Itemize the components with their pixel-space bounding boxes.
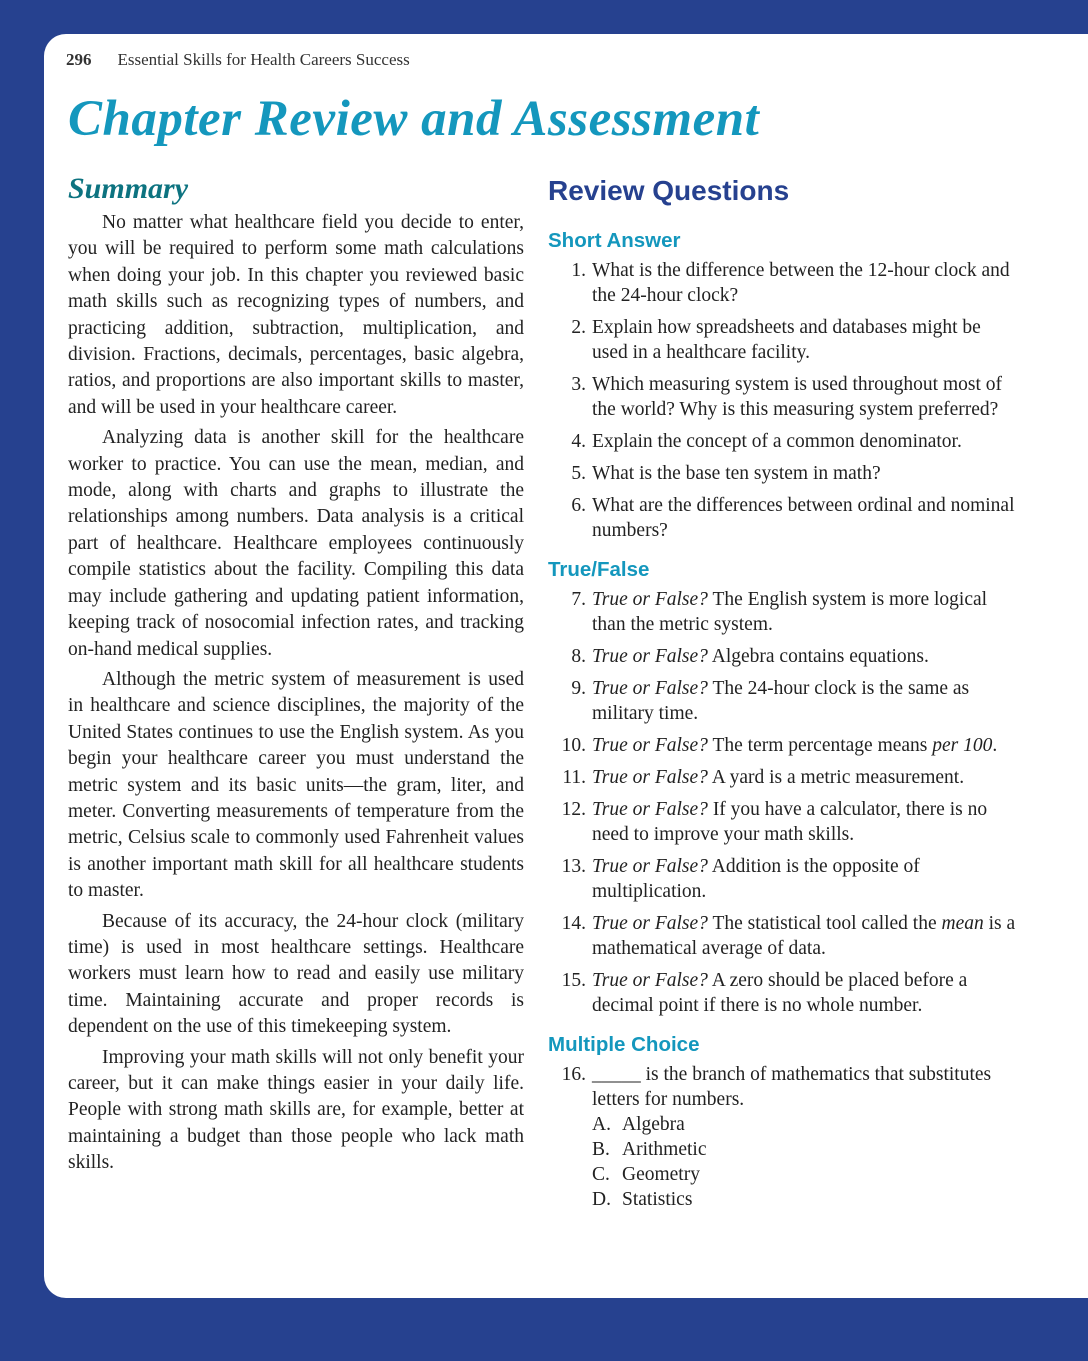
question-item xyxy=(548,372,1018,422)
question-text: True or False? A yard is a metric measurement. xyxy=(592,767,965,788)
review-column xyxy=(548,174,1018,1226)
question-item xyxy=(548,1062,1018,1112)
true-false-heading: True/False xyxy=(548,558,650,581)
question-number: 6. xyxy=(571,495,586,516)
question-number: 2. xyxy=(571,317,586,338)
question-number: 12. xyxy=(561,799,586,820)
question-item xyxy=(548,797,1018,847)
question-text: What are the differences between ordinal and nominal numbers? xyxy=(592,495,1015,541)
short-answer-section xyxy=(548,228,1018,543)
question-item xyxy=(548,258,1018,308)
true-false-prefix: True or False? xyxy=(592,767,708,788)
question-item xyxy=(548,854,1018,904)
review-heading: Review Questions xyxy=(548,175,790,206)
book-title: Essential Skills for Health Careers Success xyxy=(117,50,410,69)
summary-heading: Summary xyxy=(68,172,189,205)
answer-option xyxy=(592,1162,1018,1187)
true-false-prefix: True or False? xyxy=(592,678,708,699)
question-number: 8. xyxy=(571,646,586,667)
true-false-prefix: True or False? xyxy=(592,646,708,667)
question-text: What is the base ten system in math? xyxy=(592,463,881,484)
question-text: True or False? If you have a calculator, there is no need to improve your math skills. xyxy=(592,799,988,845)
true-false-list xyxy=(548,587,1018,1018)
question-text: True or False? The 24-hour clock is the same as military time. xyxy=(592,678,970,724)
short-answer-heading: Short Answer xyxy=(548,229,681,252)
true-false-prefix: True or False? xyxy=(592,799,708,820)
question-number: 15. xyxy=(561,970,586,991)
question-number: 13. xyxy=(561,856,586,877)
multiple-choice-section xyxy=(548,1032,1018,1212)
option-text: Geometry xyxy=(622,1164,700,1185)
question-text: _____ is the branch of mathematics that substitutes letters for numbers. xyxy=(592,1064,992,1110)
summary-paragraph: Because of its accuracy, the 24-hour clock (military time) is used in most healthcare settings. Healthcare workers must learn how to read and easily use military time. Maintaining accurate and proper records is dependent on the use of this timekeeping system. xyxy=(68,910,524,1038)
chapter-title: Chapter Review and Assessment xyxy=(68,91,760,147)
true-false-prefix: True or False? xyxy=(592,913,708,934)
emphasis-term: per 100 xyxy=(932,735,993,756)
question-number: 3. xyxy=(571,374,586,395)
question-number: 11. xyxy=(562,767,586,788)
question-number: 9. xyxy=(571,678,586,699)
page xyxy=(44,34,1088,1298)
short-answer-list xyxy=(548,258,1018,543)
question-item xyxy=(548,315,1018,365)
question-number: 1. xyxy=(571,260,586,281)
running-header xyxy=(66,50,410,70)
question-item xyxy=(548,461,1018,486)
option-letter: C. xyxy=(592,1164,610,1185)
true-false-prefix: True or False? xyxy=(592,589,708,610)
summary-paragraph: Improving your math skills will not only benefit your career, but it can make things easier in your daily life. People with strong math skills are, for example, better at maintaining a budget than those people who lack math skills. xyxy=(68,1046,524,1174)
question-item xyxy=(548,968,1018,1018)
question-item xyxy=(548,676,1018,726)
question-item xyxy=(548,644,1018,669)
true-false-prefix: True or False? xyxy=(592,856,708,877)
question-text: True or False? The term percentage means per 100. xyxy=(592,735,998,756)
question-text: True or False? Algebra contains equations. xyxy=(592,646,929,667)
page-number: 296 xyxy=(66,50,92,69)
summary-paragraph: No matter what healthcare field you decide to enter, you will be required to perform some math calculations when doing your job. In this chapter you reviewed basic math skills such as recognizing types of numbers, and practicing addition, subtraction, multiplication, and division. Fractions, decimals, percentages, basic algebra, ratios, and proportions are also important skills to master, and will be used in your healthcare career. xyxy=(68,212,524,418)
question-item xyxy=(548,765,1018,790)
question-number: 7. xyxy=(571,589,586,610)
emphasis-term: mean xyxy=(941,913,984,934)
option-text: Statistics xyxy=(622,1189,693,1210)
question-item xyxy=(548,493,1018,543)
true-false-prefix: True or False? xyxy=(592,970,708,991)
true-false-prefix: True or False? xyxy=(592,735,708,756)
question-text: Which measuring system is used throughout most of the world? Why is this measuring system preferred? xyxy=(592,374,1002,420)
question-item xyxy=(548,733,1018,758)
true-false-section xyxy=(548,557,1018,1018)
question-number: 4. xyxy=(571,431,586,452)
option-text: Algebra xyxy=(622,1114,685,1135)
summary-paragraph: Analyzing data is another skill for the healthcare worker to practice. You can use the mean, median, and mode, along with charts and graphs to illustrate the relationships among numbers. Data analysis is a critical part of healthcare. Healthcare employees continuously compile statistics about the facility. Compiling this data may include gathering and updating patient information, keeping track of nosocomial infection rates, and tracking on-hand medical supplies. xyxy=(68,427,524,660)
question-number: 14. xyxy=(561,913,586,934)
summary-paragraph: Although the metric system of measurement is used in healthcare and science disciplines, the majority of the United States continues to use the English system. As you begin your healthcare career you must understand the metric system and its basic units—the gram, liter, and meter. Converting measurements of temperature from the metric, Celsius scale to commonly used Fahrenheit values is another important math skill for all healthcare students to master. xyxy=(68,668,524,902)
answer-option xyxy=(592,1112,1018,1137)
question-number: 10. xyxy=(561,735,586,756)
question-text: True or False? The English system is more logical than the metric system. xyxy=(592,589,988,635)
option-letter: A. xyxy=(592,1114,611,1135)
option-text: Arithmetic xyxy=(622,1139,707,1160)
question-item xyxy=(548,911,1018,961)
question-number: 16. xyxy=(561,1064,586,1085)
question-number: 5. xyxy=(571,463,586,484)
option-letter: D. xyxy=(592,1189,611,1210)
question-item xyxy=(548,587,1018,637)
summary-column xyxy=(68,172,524,1181)
question-text: What is the difference between the 12-hour clock and the 24-hour clock? xyxy=(592,260,1010,306)
answer-option xyxy=(592,1137,1018,1162)
option-letter: B. xyxy=(592,1139,610,1160)
question-text: Explain the concept of a common denominator. xyxy=(592,431,962,452)
question-text: True or False? Addition is the opposite of multiplication. xyxy=(592,856,920,902)
question-text: True or False? The statistical tool called the mean is a mathematical average of data. xyxy=(592,913,1016,959)
answer-option xyxy=(592,1187,1018,1212)
question-item xyxy=(548,429,1018,454)
question-text: Explain how spreadsheets and databases might be used in a healthcare facility. xyxy=(592,317,981,363)
multiple-choice-heading: Multiple Choice xyxy=(548,1033,700,1056)
multiple-choice-list xyxy=(548,1062,1018,1212)
question-text: True or False? A zero should be placed before a decimal point if there is no whole number. xyxy=(592,970,968,1016)
